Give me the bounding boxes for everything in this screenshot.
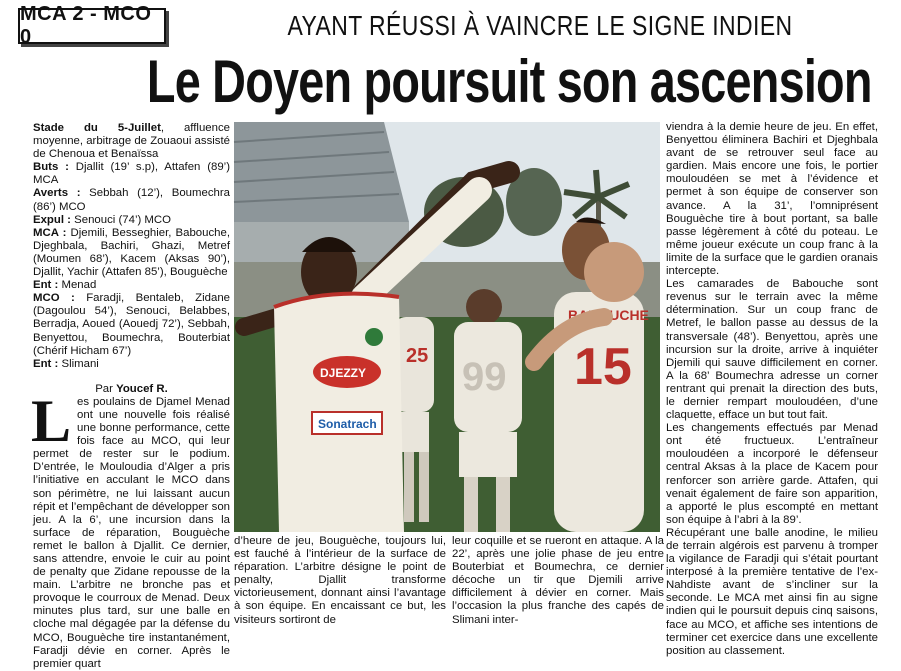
match-score: MCA 2 - MCO 0 bbox=[20, 3, 152, 48]
article-body-start: Les poulains de Djamel Menad ont une nouvelle fois réalisé une bonne performance, cette fois face au MCO, qui leur permet de rester sur le podium. D’entrée, le Mouloudia d’Alger a pris l’initiative en acculant le MCO dans son périmètre, ne lui laissant aucun répit et l’empêchant de développer son jeu. A la 6’, une incursion dans la surface de réparation, Bouguèche remet le ballon à Djallit. Ce dernier, sans attendre, envoie le cuir au point de penalty que Zidane repousse de la main. L’arbitre ne bronche pas et provoque le courroux de Menad. Deux minutes plus tard, sur une balle en cloche mal dégagée par la défense du MCO, Bouguèche tire instantanément, Faradji dévie en corner. Après le premier quart bbox=[31, 387, 230, 670]
article-paragraph: Les camarades de Babouche sont revenus sur le terrain avec la même détermination. Sur un coup franc de Metref, le ballon passe au dessus de la transversale (48’). Benyettou, après une incursion sur la droite, arrive à inquiéter Djemili qui sauve difficilement en corner. A la 68’ Boumechra adresse un corner rentrant qui prenait la direction des buts, le dernier rempart mouloudéen, d’une claquette, efface un but tout fait. bbox=[666, 278, 878, 422]
article-column-2: d’heure de jeu, Bouguèche, toujours lui, est fauché à l’intérieur de la surface de réparation. L’arbitre désigne le point de penalty, Djallit transforme victorieusement, donnant ainsi l’avantage à son équipe. En encaissant ce but, les visiteurs sortiront de bbox=[234, 535, 446, 626]
shirt-name-3: BABOUCHE bbox=[568, 307, 649, 323]
article-headline: Le Doyen poursuit son ascension bbox=[146, 48, 872, 115]
article-kicker: AYANT RÉUSSI À VAINCRE LE SIGNE INDIEN bbox=[287, 10, 793, 41]
byline-author: Youcef R. bbox=[116, 382, 168, 395]
factsheet-mco-lineup: MCO : Faradji, Bentaleb, Zidane (Dagoulou 54’), Senouci, Belabbes, Berradja, Aoued (Aouedj 72’), Sebbah, Benyettou, Boumechra, Bouterbiat (Chérif Hicham 67’) bbox=[33, 292, 230, 357]
factsheet-venue: Stade du 5-Juillet, affluence moyenne, arbitrage de Zouaoui assisté de Chenoua et Benaïssa bbox=[33, 122, 230, 161]
drop-cap: L bbox=[31, 387, 72, 454]
article-column-4 bbox=[666, 121, 878, 658]
match-score-badge bbox=[18, 3, 166, 48]
shirt-number-3: 15 bbox=[574, 338, 632, 396]
shirt-sponsor-1: DJEZZY bbox=[320, 366, 367, 380]
article-paragraph: Les changements effectués par Menad ont été fructueux. L’entraîneur mouloudéen a incorporé le défenseur central Aksas à la place de Kacem pour renforcer son arrière garde. Attafen, qui venait également de faire son apparition, a apporté le plus escompté en mettant son équipe à l’abri à la 89’. bbox=[666, 422, 878, 526]
factsheet-mca-coach: Ent : Menad bbox=[33, 279, 97, 292]
match-photo-illustration bbox=[234, 122, 660, 532]
factsheet-mco-coach: Ent : Slimani bbox=[33, 357, 99, 370]
shirt-sponsor-2: Sonatrach bbox=[318, 417, 377, 431]
factsheet-mca-lineup: MCA : Djemili, Besseghier, Babouche, Djeghbala, Bachiri, Ghazi, Metref (Moumen 68’), Kacem (Aksas 90’), Djallit, Yachir (Attafen 85’), Bouguèche bbox=[33, 226, 230, 279]
article-paragraph: viendra à la demie heure de jeu. En effet, Benyettou éliminera Bachiri et Djeghbala avant de se retrouver seul face au gardien. Mais encore une fois, le portier mouloudéen se met à l’évidence et permet à son équipe de conserver son avance. A la 31’, l’omniprésent Bouguèche tire à bout portant, sa balle passe légèrement à côté du poteau. Le même joueur exécute un coup franc à la limite de la surface que le gardien oranais intercepte. bbox=[666, 121, 878, 278]
factsheet-goals: Buts : Djallit (19’ s.p), Attafen (89’) MCA bbox=[33, 161, 230, 187]
match-photo bbox=[234, 122, 660, 532]
factsheet-bookings: Averts : Sebbah (12’), Boumechra (86’) MCO bbox=[33, 187, 230, 213]
article-column-3: leur coquille et se rueront en attaque. A la 22’, après une jolie phase de jeu entre Bouterbiat et Boumechra, ce dernier décoche un tir que Djemili arrive difficilement à dévier en corner. Mais l’occasion la plus franche des capés de Slimani inter- bbox=[452, 535, 664, 626]
byline: Par Youcef R. bbox=[95, 382, 168, 395]
shirt-number-2: 99 bbox=[462, 355, 507, 399]
shirt-number-1: 25 bbox=[406, 345, 429, 367]
factsheet-sendoffs: Expul : Senouci (74’) MCO bbox=[33, 213, 172, 226]
article-column-1 bbox=[33, 122, 230, 671]
article-paragraph: Récupérant une balle anodine, le milieu de terrain algérois est parvenu à tromper la vigilance de Faradji qui s’était pourtant interposé à la première tentative de l’ex-Nahdiste avant de s’incliner sur la seconde. Le MCA met ainsi fin au signe indien qui le poursuit depuis cinq saisons, face au MCO, et affiche ses intentions de terminer cet exercice dans une excellente position au classement. bbox=[666, 526, 878, 657]
